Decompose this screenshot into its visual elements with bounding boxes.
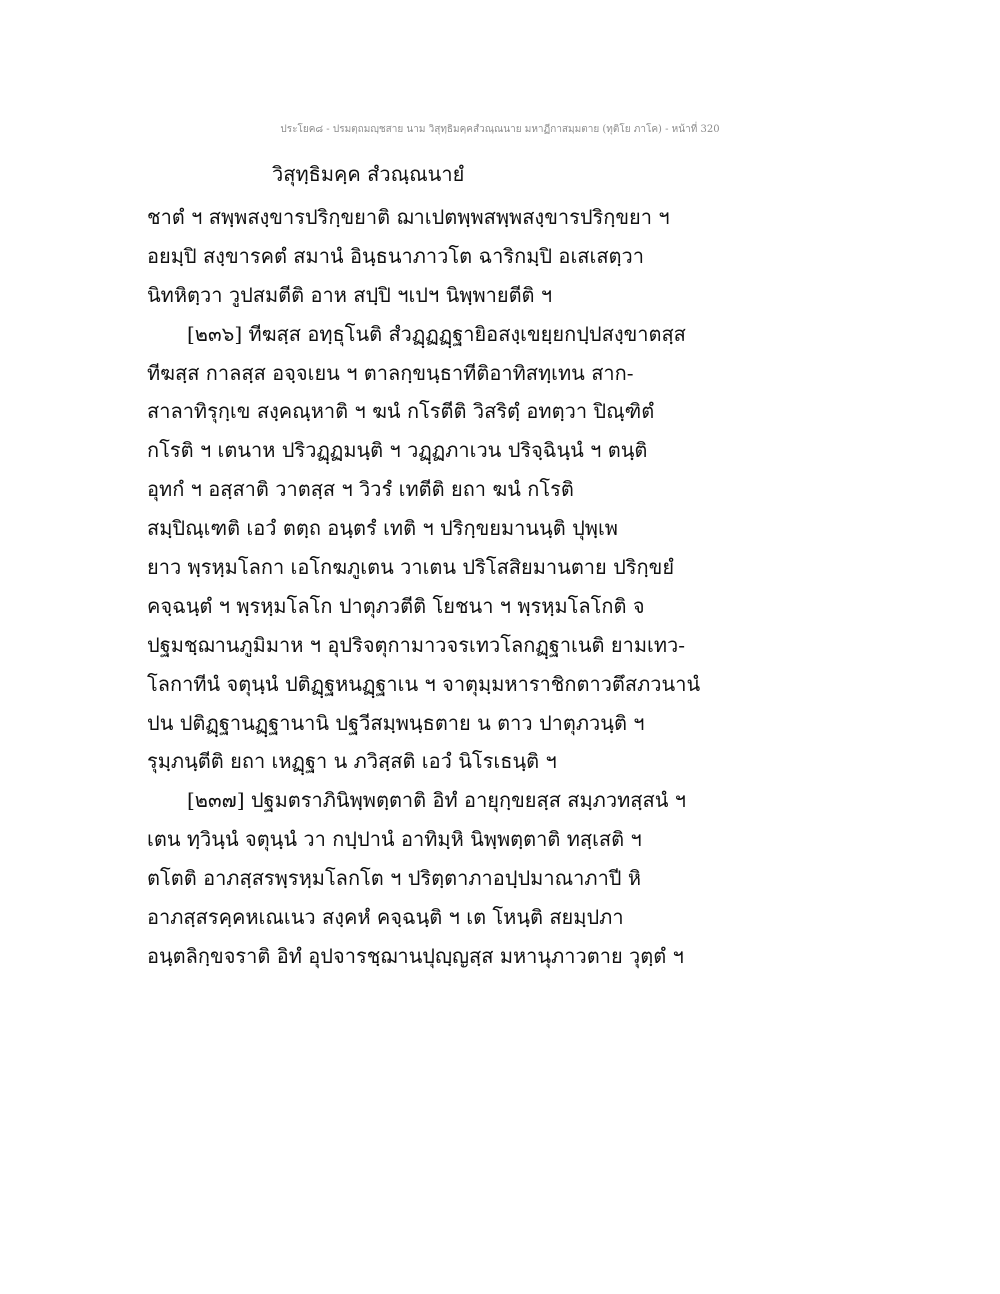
text-line: ปฐมชฺฌานภูมิมาห ฯ อุปริจตุกามาวจรเทวโลกฏฺฐาเนติ ยามเทว- bbox=[147, 632, 686, 657]
text-line: สมฺปิณฺเฑติ เอวํ ตตฺถ อนฺตรํ เทติ ฯ ปริกฺขยมานนฺติ ปุพฺเพ bbox=[147, 516, 618, 541]
text-line: กโรติ ฯ เตนาห ปริวฏฺฏมนฺติ ฯ วฏฺฏภาเวน ปริจฺฉินฺนํ ฯ ตนฺติ bbox=[147, 438, 648, 463]
text-line: ยาว พฺรหฺมโลกา เอโกฆภูเตน วาเตน ปริโสสิยมานตาย ปริกฺขยํ bbox=[147, 555, 675, 580]
text-line: รุมฺภนฺตีติ ยถา เหฏฺฐา น ภวิสฺสติ เอวํ นิโรเธนฺติ ฯ bbox=[147, 749, 557, 774]
text-line: สาลาทิรุกฺเข สงฺคณฺหาติ ฯ ฆนํ กโรตีติ วิสริตฺํ อทตฺวา ปิณฺฑิตํ bbox=[147, 399, 655, 424]
text-line: โลกาทีนํ จตุนฺนํ ปติฏฺฐหนฏฺฐาเน ฯ จาตุมฺมหาราชิกตาวตึสภวนานํ bbox=[147, 671, 701, 696]
text-line: อนฺตลิกฺขจราติ อิทํ อุปจารชฺฌานปุญฺญสฺส มหานุภาวตาย วุตฺตํ ฯ bbox=[147, 943, 684, 968]
page-header: ประโยค๘ - ปรมตฺถมญฺชสาย นาม วิสุทฺธิมคฺคสํวณฺณนาย มหาฏีกาสมฺมตาย (ทุติโย ภาโค) - หน้าที่ 320 bbox=[280, 124, 720, 135]
text-line: อาภสฺสรคฺคหเณเนว สงฺคหํ คจฺฉนฺติ ฯ เต โหนฺติ สยมฺปภา bbox=[147, 905, 624, 930]
text-line: ตโตติ อาภสฺสรพฺรหฺมโลกโต ฯ ปริตฺตาภาอปฺปมาณาภาปี หิ bbox=[147, 866, 642, 891]
section-title: วิสุทฺธิมคฺค สํวณฺณนายํ bbox=[272, 162, 465, 186]
text-line: อุทกํ ฯ อสฺสาติ วาตสฺส ฯ วิวรํ เทตีติ ยถา ฆนํ กโรติ bbox=[147, 477, 574, 502]
text-line: อยมฺปิ สงฺขารคตํ สมานํ อินฺธนาภาวโต ฉาริกมฺปิ อเสเสตฺวา bbox=[147, 243, 644, 268]
text-line: นิทหิตฺวา วูปสมตีติ อาห สปฺปิ ฯเปฯ นิพฺพายตีติ ฯ bbox=[147, 282, 553, 307]
text-line: [๒๓๖] ทีฆสฺส อทฺธุโนติ สํวฏฺฏฏฺฐายิอสงฺเขยฺยกปฺปสงฺขาตสฺส bbox=[187, 321, 686, 346]
text-line: คจฺฉนฺตํ ฯ พฺรหฺมโลโก ปาตุภวตีติ โยชนา ฯ พฺรหฺมโลโกติ จ bbox=[147, 593, 645, 618]
body-text bbox=[147, 198, 867, 976]
text-line: ปน ปติฏฺฐานฏฺฐานานิ ปฐวีสมฺพนฺธตาย น ตาว ปาตุภวนฺติ ฯ bbox=[147, 710, 645, 735]
text-line: เตน ทฺวินฺนํ จตุนฺนํ วา กปฺปานํ อาทิมฺหิ นิพฺพตฺตาติ ทสฺเสติ ฯ bbox=[147, 827, 642, 852]
text-line: ชาตํ ฯ สพฺพสงฺขารปริกฺขยาติ ฌาเปตพฺพสพฺพสงฺขารปริกฺขยา ฯ bbox=[147, 205, 670, 229]
text-line: ทีฆสฺส กาลสฺส อจฺจเยน ฯ ตาลกฺขนฺธาทีติอาทิสทฺเทน สาก- bbox=[147, 360, 634, 385]
text-line: [๒๓๗] ปฐมตราภินิพฺพตฺตาติ อิทํ อายุกฺขยสฺส สมฺภวทสฺสนํ ฯ bbox=[187, 788, 686, 813]
